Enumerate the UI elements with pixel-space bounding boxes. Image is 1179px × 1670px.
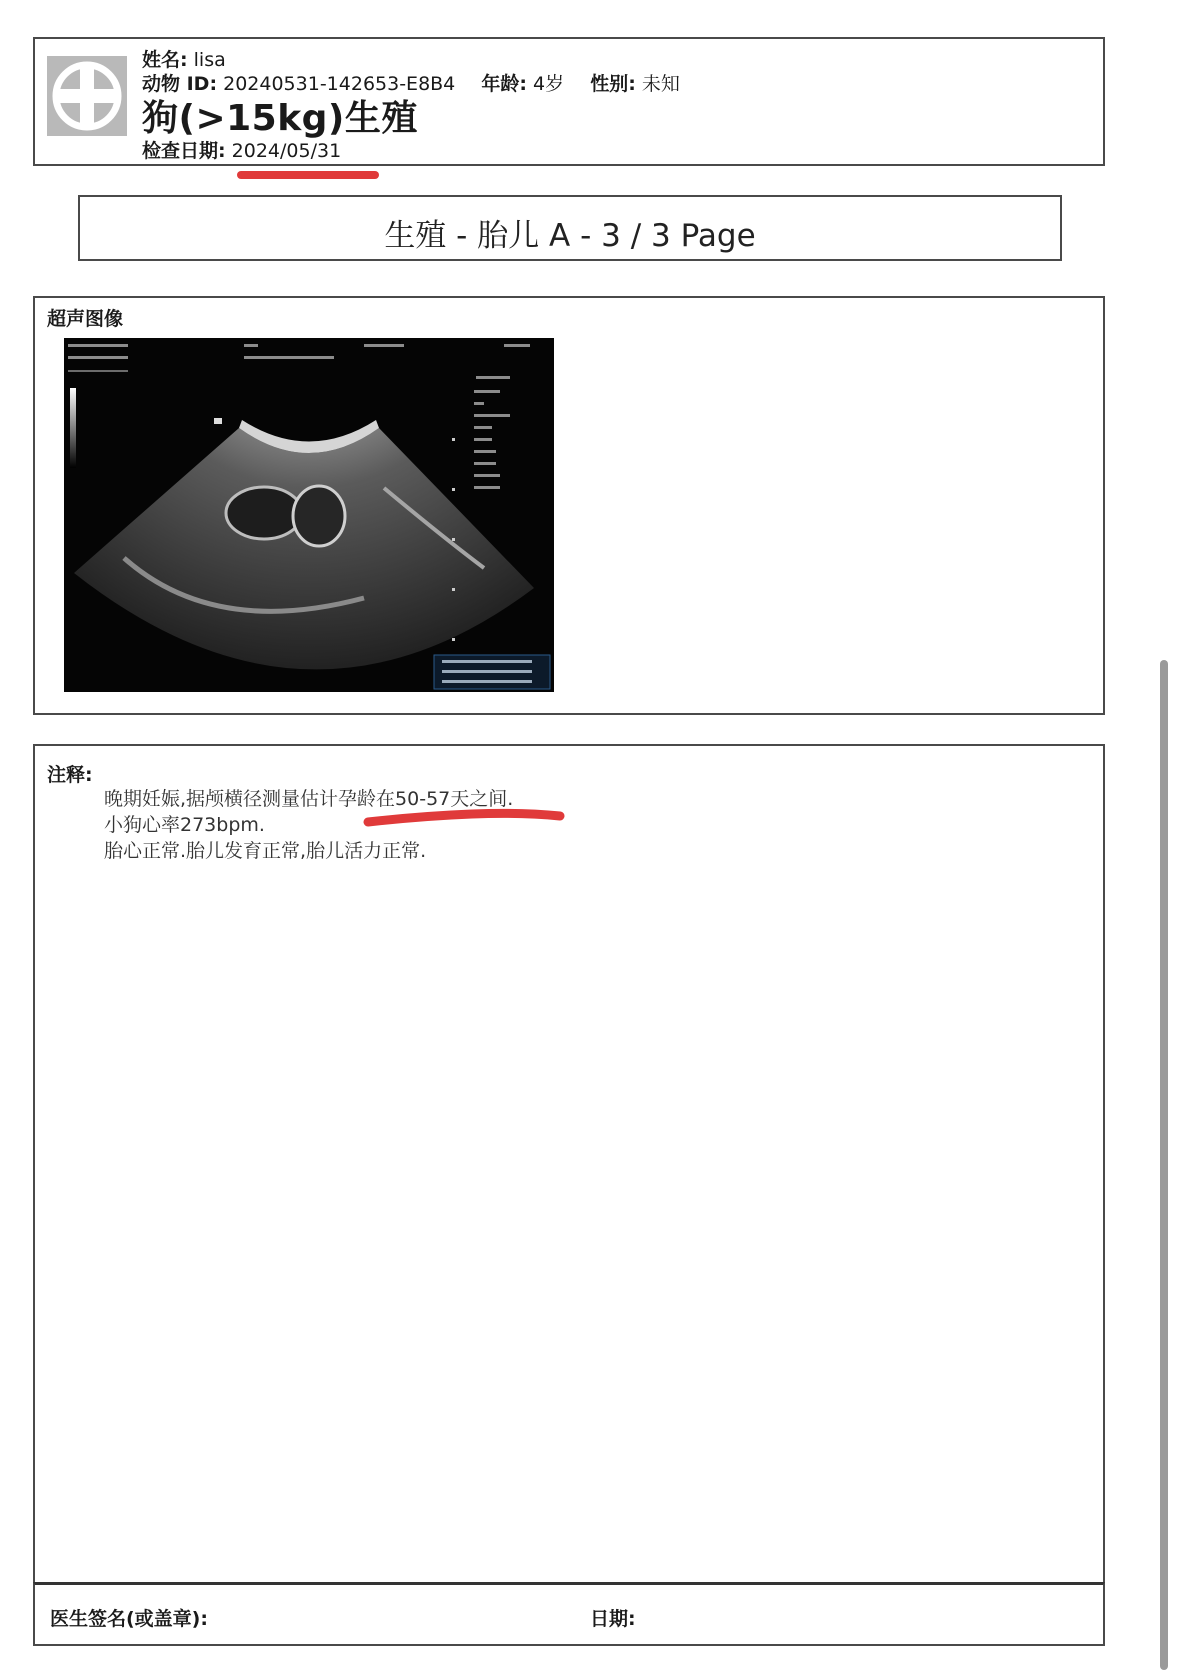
name-value: lisa <box>193 49 226 71</box>
exam-title: 狗(>15kg)生殖 <box>142 98 418 139</box>
signature-date-label: 日期: <box>590 1608 636 1630</box>
notes-section-label: 注释: <box>47 764 93 786</box>
animal-id-value: 20240531-142653-E8B4 <box>223 73 456 95</box>
red-underline-gestation <box>362 806 566 828</box>
age-value: 4岁 <box>533 73 565 95</box>
page-header-box <box>78 195 1062 261</box>
sex-label: 性别: <box>590 73 636 95</box>
exam-date-label: 检查日期: <box>142 140 226 162</box>
doctor-signature-label: 医生签名(或盖章): <box>50 1608 208 1630</box>
medical-cross-logo-icon <box>47 56 127 136</box>
vertical-scrollbar[interactable] <box>1160 660 1168 1670</box>
patient-header <box>33 37 1105 166</box>
ultrasound-image <box>64 338 554 692</box>
animal-id-label: 动物 ID: <box>142 73 218 95</box>
exam-date-row <box>142 136 341 163</box>
signature-footer <box>33 1582 1105 1646</box>
age-label: 年龄: <box>481 73 527 95</box>
ultrasound-section <box>33 296 1105 715</box>
exam-date-value: 2024/05/31 <box>231 140 342 162</box>
note-line-2: 小狗心率273bpm. <box>104 814 265 836</box>
red-underline-date <box>236 169 380 181</box>
note-line-3: 胎心正常.胎儿发育正常,胎儿活力正常. <box>104 840 427 862</box>
patient-name-row <box>142 45 226 72</box>
note-line-1: 晚期妊娠,据颅横径测量估计孕龄在50-57天之间. <box>104 788 514 810</box>
ultrasound-section-label: 超声图像 <box>47 308 124 330</box>
page-header-text: 生殖 - 胎儿 A - 3 / 3 Page <box>384 218 756 254</box>
name-label: 姓名: <box>142 49 188 71</box>
sex-value: 未知 <box>641 73 680 95</box>
notes-section <box>33 744 1105 1582</box>
